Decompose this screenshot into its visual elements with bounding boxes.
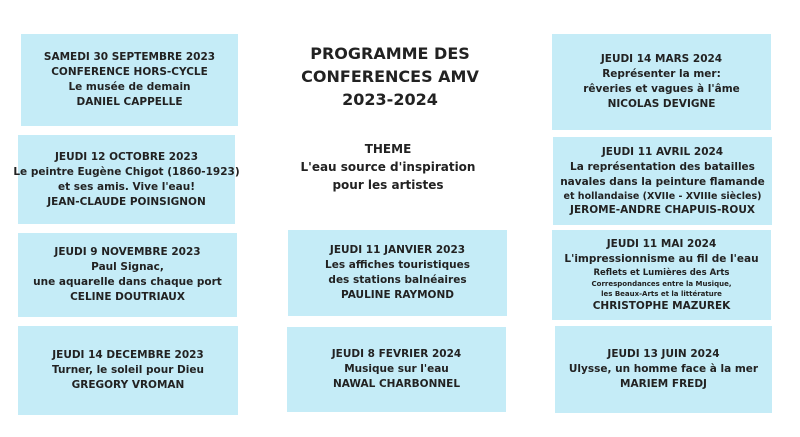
conference-card [13, 135, 240, 224]
card-date: JEUDI 11 JANVIER 2023 [329, 244, 466, 256]
card-speaker: CHRISTOPHE MAZUREK [592, 299, 731, 312]
program-title [290, 42, 490, 111]
theme-line: pour les artistes [332, 178, 444, 192]
card-date: JEUDI 11 MAI 2024 [606, 237, 717, 250]
card-line: La représentation des batailles [570, 160, 755, 173]
card-speaker: PAULINE RAYMOND [341, 289, 454, 301]
card-line: des stations balnéaires [328, 274, 467, 286]
conference-card [18, 326, 238, 415]
card-line: et ses amis. Vive l'eau! [57, 180, 196, 193]
card-speaker: MARIEM FREDJ [620, 378, 707, 390]
card-line: L'impressionnisme au fil de l'eau [564, 252, 759, 265]
card-date: JEUDI 9 NOVEMBRE 2023 [54, 246, 201, 258]
card-speaker: JEROME-ANDRE CHAPUIS-ROUX [570, 203, 755, 216]
conference-card [18, 233, 237, 317]
card-date: JEUDI 12 OCTOBRE 2023 [54, 150, 198, 163]
conference-card [288, 230, 507, 316]
card-note: Correspondances entre la Musique, [591, 279, 732, 288]
theme-block [278, 140, 498, 194]
title-line: PROGRAMME DES [310, 44, 470, 63]
card-date: JEUDI 13 JUIN 2024 [607, 348, 720, 360]
card-line: Le peintre Eugène Chigot (1860-1923) [13, 165, 240, 178]
title-line: 2023-2024 [342, 90, 438, 109]
card-note: les Beaux-Arts et la littérature [601, 289, 722, 298]
card-speaker: DANIEL CAPPELLE [76, 96, 183, 108]
card-line: Paul Signac, [91, 261, 164, 273]
conference-card [552, 230, 771, 320]
card-speaker: NICOLAS DEVIGNE [607, 98, 716, 110]
theme-line: L'eau source d'inspiration [300, 160, 476, 174]
card-line: Les affiches touristiques [325, 259, 470, 271]
card-line: navales dans la peinture flamande [560, 175, 765, 188]
card-date: JEUDI 14 MARS 2024 [600, 53, 723, 65]
card-line: Le musée de demain [68, 81, 191, 93]
card-line: et hollandaise (XVIIe - XVIIIe siècles) [563, 190, 762, 202]
conference-card [287, 327, 506, 412]
theme-heading: THEME [364, 142, 412, 156]
card-date: JEUDI 14 DECEMBRE 2023 [52, 349, 204, 361]
card-line: CONFERENCE HORS-CYCLE [51, 66, 208, 78]
card-line: Turner, le soleil pour Dieu [52, 364, 204, 376]
conference-card [21, 34, 238, 126]
card-speaker: JEAN-CLAUDE POINSIGNON [47, 195, 206, 208]
card-line: Ulysse, un homme face à la mer [568, 363, 759, 375]
conference-card [555, 326, 772, 413]
card-speaker: GREGORY VROMAN [71, 379, 185, 391]
conference-card [552, 34, 771, 130]
card-line: rêveries et vagues à l'âme [583, 83, 740, 95]
card-date: JEUDI 11 AVRIL 2024 [601, 145, 724, 158]
card-speaker: NAWAL CHARBONNEL [332, 378, 461, 390]
title-line: CONFERENCES AMV [301, 67, 479, 86]
card-date: JEUDI 8 FEVRIER 2024 [331, 348, 462, 360]
card-speaker: CELINE DOUTRIAUX [70, 291, 185, 303]
card-date: SAMEDI 30 SEPTEMBRE 2023 [43, 51, 216, 63]
conference-card [553, 137, 772, 225]
card-line: une aquarelle dans chaque port [33, 276, 222, 288]
card-line: Représenter la mer: [602, 68, 721, 80]
card-subtitle: Reflets et Lumières des Arts [593, 267, 730, 278]
card-line: Musique sur l'eau [344, 363, 449, 375]
